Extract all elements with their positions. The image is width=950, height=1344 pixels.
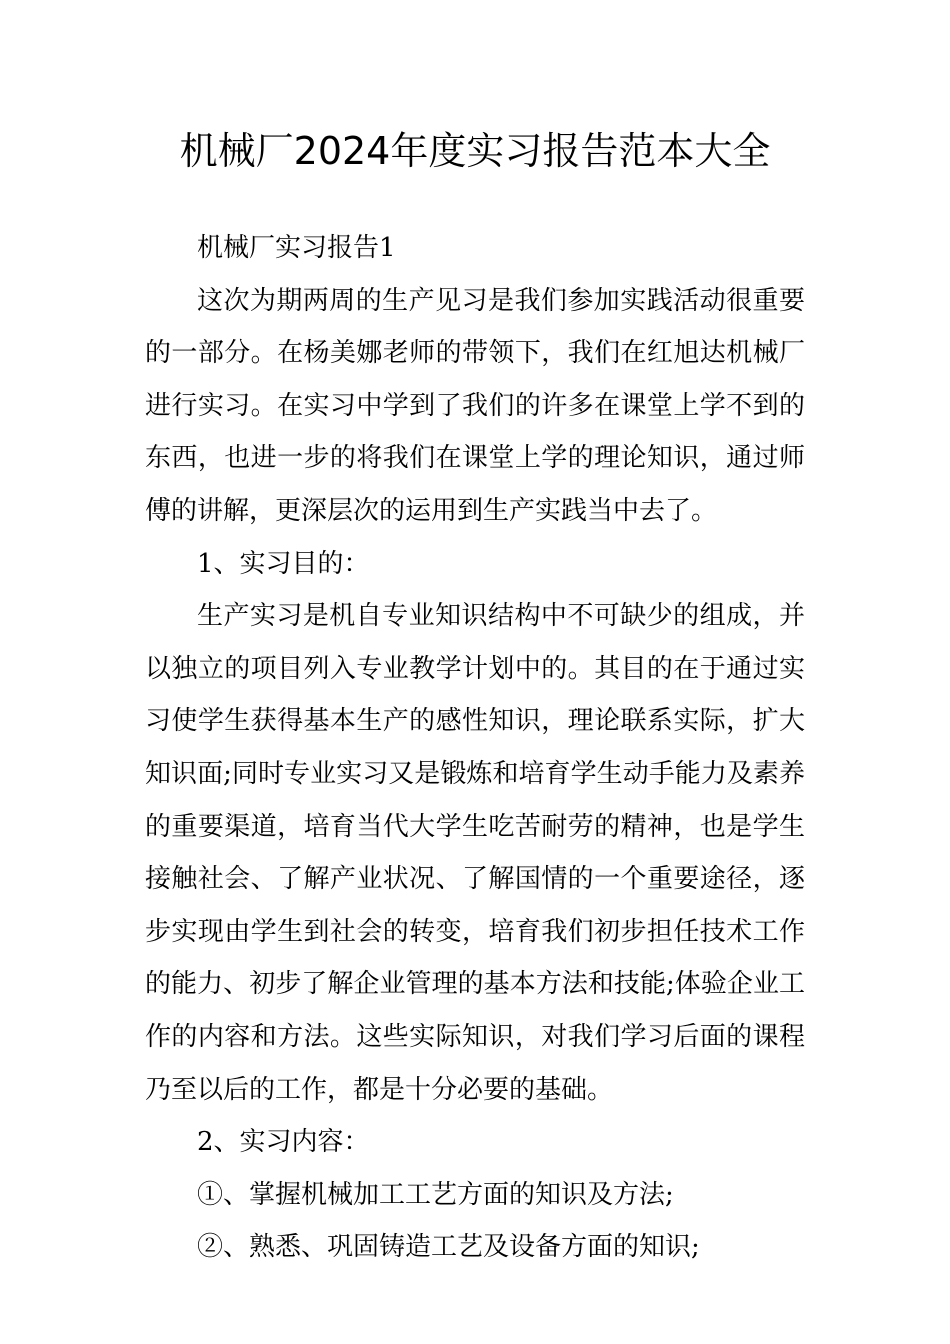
section-heading: 1、实习目的：	[197, 548, 370, 579]
paragraph: 这次为期两周的生产见习是我们参加实践活动很重要的一部分。在杨美娜老师的带领下，我们在红旭达机械厂进行实习。在实习中学到了我们的许多在课堂上学不到的东西，也进一步的将我们在课堂上学的理论知识，通过师傅的讲解，更深层次的运用到生产实践当中去了。	[145, 285, 805, 526]
paragraph: 生产实习是机自专业知识结构中不可缺少的组成，并以独立的项目列入专业教学计划中的。其目的在于通过实习使学生获得基本生产的感性知识，理论联系实际，扩大知识面;同时专业实习又是锻炼和培育学生动手能力及素养的重要渠道，培育当代大学生吃苦耐劳的精神，也是学生接触社会、了解产业状况、了解国情的一个重要途径，逐步实现由学生到社会的转变，培育我们初步担任技术工作的能力、初步了解企业管理的基本方法和技能;体验企业工作的内容和方法。这些实际知识，对我们学习后面的课程乃至以后的工作，都是十分必要的基础。	[145, 601, 805, 1105]
list-item: ①、掌握机械加工工艺方面的知识及方法;	[197, 1179, 674, 1210]
document-body	[145, 222, 805, 1274]
document-title: 机械厂2024年度实习报告范本大全	[179, 129, 771, 173]
section-heading: 机械厂实习报告1	[197, 233, 396, 263]
list-item: ②、熟悉、巩固铸造工艺及设备方面的知识;	[197, 1232, 700, 1263]
section-heading: 2、实习内容：	[197, 1127, 370, 1158]
